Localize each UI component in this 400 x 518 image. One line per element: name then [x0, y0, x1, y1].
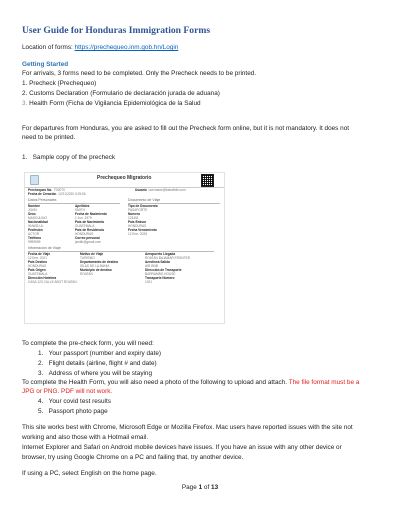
- form-field: Departamento de destino ISLAS DE LA BAHIA: [80, 260, 119, 268]
- list-item: 2. Flight details (airline, flight # and date): [38, 360, 157, 367]
- form-field: Municipio de destino ROATAN: [80, 268, 112, 276]
- section-personal: Datos Personales: [28, 199, 120, 204]
- form-field: País de Residencia HONDURAS: [75, 228, 104, 236]
- form-meta-2: Fecha de Creación 12/21/2020 5:25:56: [28, 192, 86, 196]
- form-field: País Origen GUATEMALA: [28, 268, 48, 276]
- arrivals-intro: For arrivals, 3 forms need to be completed. Only the Precheck needs to be printed.: [22, 70, 257, 77]
- getting-started-heading: Getting Started: [22, 61, 69, 68]
- section-viaje: Información de Viaje: [28, 247, 214, 252]
- form-field: Nombre JOHN: [28, 204, 41, 212]
- form-field: Dirección de Transporte BARRAMBO HOUSE: [145, 268, 182, 276]
- health-form-line-1: To complete the Health Form, you will also need a photo of the following to upload and attach. The file format must be a: [22, 379, 360, 386]
- pc-note: If using a PC, select English on the home page.: [22, 470, 157, 477]
- location-label: Location of forms:: [22, 44, 75, 51]
- form-field: Dirección Hotelera CASA 123 CALLE ABOT ROATAN: [28, 276, 77, 284]
- list-item: 1. Precheck (Prechequeo): [22, 80, 97, 87]
- form-meta-1: Prechequeo No. F00070: [28, 188, 65, 192]
- browser-note-1: This site works best with Chrome, Microsoft Edge or Mozilla Firefox. Mac users have reported issues with the site not: [22, 424, 353, 431]
- list-item: 3. Health Form (Ficha de Vigilancia Epidemiológica de la Salud: [22, 100, 201, 107]
- list-item: 4. Your covid test results: [38, 398, 111, 405]
- departures-line-2: need to be printed.: [22, 134, 76, 141]
- list-item: 2. Customs Declaration (Formulario de declaración jurada de aduana): [22, 90, 220, 97]
- list-item: 3. Address of where you will be staying: [38, 370, 153, 377]
- form-field: Transporte Número 1021: [145, 276, 175, 284]
- sample-heading: 1. Sample copy of the precheck: [22, 154, 116, 161]
- form-field: Aeropuerto Llegada ROATAN BAJAMAR FRONTER: [145, 252, 191, 260]
- precheck-intro: To complete the pre-check form, you will need:: [22, 340, 154, 347]
- forms-link[interactable]: https://prechequeo.inm.gob.hn/Login: [74, 44, 179, 51]
- form-field: Fecha de Viaje 12 Ene. 2021: [28, 252, 51, 260]
- form-field: País Emisor HONDURAS: [128, 220, 147, 228]
- form-field: Aerolínea Salida AIR-BNB: [145, 260, 170, 268]
- form-field: Nacionalidad HNWZLUL: [28, 220, 48, 228]
- list-item: 1. Your passport (number and expiry date): [38, 350, 162, 357]
- form-title: Prechequeo Migratorio: [97, 175, 152, 181]
- precheck-sample-image: [24, 172, 225, 324]
- health-form-line-2: JPG or PNG. PDF will not work.: [22, 388, 113, 395]
- honduras-logo-icon: [30, 175, 39, 185]
- form-field: Apellidos SMITH: [75, 204, 90, 212]
- form-field: Teléfono 9999999: [28, 236, 42, 244]
- form-field: Sexo MASCULINO: [28, 212, 47, 220]
- departures-line-1: For departures from Honduras, you are asked to fill out the Precheck form online, but it is not mandatory. It does not: [22, 125, 350, 132]
- browser-note-3: Internet Explorer and Safari on Android mobile devices have issues. If you have an issue with any other device or: [22, 444, 342, 451]
- qr-code-icon: [201, 174, 214, 187]
- form-field: Fecha Vencimiento 12 Ene. 2028: [128, 228, 157, 236]
- browser-note-4: browser, try using Google Chrome on a PC and failing that, try another device.: [22, 454, 244, 461]
- form-meta-user: Usuario username@bstraffdiv.com: [135, 188, 186, 192]
- browser-note-2: working and also those with a Hotmail email.: [22, 434, 149, 441]
- form-field: País Destino HONDURAS: [28, 260, 48, 268]
- form-field: Fecha de Nacimiento 1 Jun. 1979: [75, 212, 107, 220]
- form-field: País de Nacimiento GUATEMALA: [75, 220, 105, 228]
- form-header: [25, 173, 224, 188]
- form-field: Profesión ACTOR: [28, 228, 43, 236]
- section-documento: Documento de Viaje: [128, 199, 220, 204]
- form-field: Motivo de Viaje TURISMO: [80, 252, 104, 260]
- form-field: Correo personal jsmith@gmail.com: [75, 236, 102, 244]
- document-title: User Guide for Honduras Immigration Forms: [22, 25, 211, 36]
- location-line: [22, 44, 178, 52]
- page-footer: Page 1 of 13: [181, 484, 219, 491]
- form-field: Número 123451: [128, 212, 141, 220]
- list-item: 5. Passport photo page: [38, 408, 108, 415]
- form-field: Tipo de Documento PASAPORTE: [128, 204, 158, 212]
